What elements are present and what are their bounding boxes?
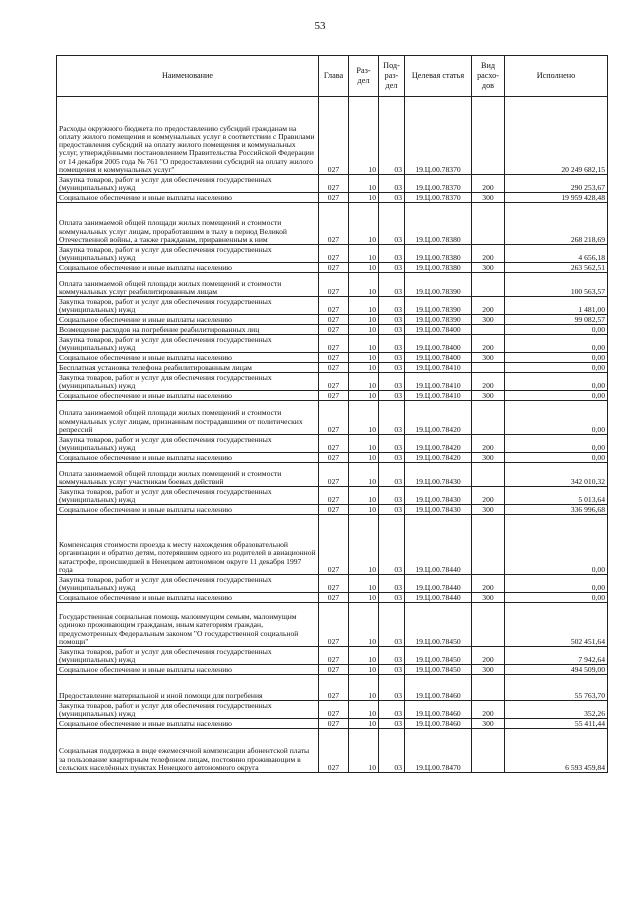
cell-executed: 100 563,57 <box>505 273 608 297</box>
cell-vid: 300 <box>472 505 505 515</box>
cell-name: Предоставление материальной и иной помощи для погребения <box>57 675 319 701</box>
cell-razdel: 10 <box>349 701 379 719</box>
cell-vid <box>472 729 505 773</box>
cell-target: 19.Ц.00.78450 <box>405 603 472 647</box>
cell-razdel: 10 <box>349 297 379 315</box>
cell-vid <box>472 97 505 175</box>
cell-target: 19.Ц.00.78390 <box>405 297 472 315</box>
table-row <box>57 373 608 391</box>
cell-target: 19.Ц.00.78390 <box>405 315 472 325</box>
cell-glava: 027 <box>319 363 349 373</box>
table-row <box>57 401 608 435</box>
cell-glava: 027 <box>319 487 349 505</box>
cell-razdel: 10 <box>349 575 379 593</box>
cell-glava: 027 <box>319 603 349 647</box>
table-row <box>57 487 608 505</box>
cell-executed: 0,00 <box>505 435 608 453</box>
cell-razdel: 10 <box>349 487 379 505</box>
cell-name: Социальное обеспечение и иные выплаты населению <box>57 453 319 463</box>
cell-executed: 7 942,64 <box>505 647 608 665</box>
cell-target: 19.Ц.00.78370 <box>405 97 472 175</box>
cell-razdel: 10 <box>349 675 379 701</box>
cell-podrazdel: 03 <box>379 245 405 263</box>
cell-glava: 027 <box>319 593 349 603</box>
cell-podrazdel: 03 <box>379 203 405 245</box>
cell-glava: 027 <box>319 391 349 401</box>
cell-name: Расходы окружного бюджета по предоставлению субсидий гражданам на оплату жилого помещения и коммунальных услуг в соответствии с Правилами предоставления субсидий на оплату жилого помещения и коммунальных услуг, утверждёнными постановлением Правительства Российской Федерации от 14 декабря 2005 года № 761 "О предоставлении субсидий на оплату жилого помещения и коммунальных услуг" <box>57 97 319 175</box>
cell-podrazdel: 03 <box>379 315 405 325</box>
cell-executed: 0,00 <box>505 593 608 603</box>
cell-target: 19.Ц.00.78420 <box>405 453 472 463</box>
cell-razdel: 10 <box>349 373 379 391</box>
cell-name: Оплата занимаемой общей площади жилых помещений и стоимости коммунальных услуг участникам боевых действий <box>57 463 319 487</box>
cell-name: Социальное обеспечение и иные выплаты населению <box>57 315 319 325</box>
table-row <box>57 97 608 175</box>
cell-executed: 342 010,32 <box>505 463 608 487</box>
cell-glava: 027 <box>319 505 349 515</box>
cell-vid <box>472 463 505 487</box>
cell-name: Закупка товаров, работ и услуг для обеспечения государственных (муниципальных) нужд <box>57 575 319 593</box>
cell-podrazdel: 03 <box>379 575 405 593</box>
cell-glava: 027 <box>319 245 349 263</box>
table-row <box>57 315 608 325</box>
cell-executed: 0,00 <box>505 515 608 575</box>
cell-executed: 0,00 <box>505 575 608 593</box>
cell-razdel: 10 <box>349 719 379 729</box>
cell-glava: 027 <box>319 297 349 315</box>
cell-executed: 99 082,57 <box>505 315 608 325</box>
header-name: Наименование <box>57 56 319 97</box>
cell-executed: 55 763,70 <box>505 675 608 701</box>
cell-name: Закупка товаров, работ и услуг для обеспечения государственных (муниципальных) нужд <box>57 297 319 315</box>
cell-name: Оплата занимаемой общей площади жилых помещений и стоимости коммунальных услуг реабилитированным лицам <box>57 273 319 297</box>
header-podrazdel: Под- раз- дел <box>379 56 405 97</box>
cell-target: 19.Ц.00.78420 <box>405 401 472 435</box>
table-row <box>57 647 608 665</box>
cell-target: 19.Ц.00.78470 <box>405 729 472 773</box>
cell-executed: 352,26 <box>505 701 608 719</box>
cell-target: 19.Ц.00.78460 <box>405 719 472 729</box>
cell-glava: 027 <box>319 325 349 335</box>
table-row <box>57 203 608 245</box>
cell-podrazdel: 03 <box>379 273 405 297</box>
cell-vid: 300 <box>472 391 505 401</box>
cell-glava: 027 <box>319 97 349 175</box>
cell-glava: 027 <box>319 203 349 245</box>
cell-razdel: 10 <box>349 273 379 297</box>
cell-vid <box>472 203 505 245</box>
cell-razdel: 10 <box>349 593 379 603</box>
cell-glava: 027 <box>319 335 349 353</box>
table-row <box>57 675 608 701</box>
cell-podrazdel: 03 <box>379 729 405 773</box>
cell-name: Социальное обеспечение и иные выплаты населению <box>57 665 319 675</box>
cell-glava: 027 <box>319 575 349 593</box>
cell-target: 19.Ц.00.78440 <box>405 575 472 593</box>
cell-name: Социальное обеспечение и иные выплаты населению <box>57 505 319 515</box>
cell-vid: 300 <box>472 719 505 729</box>
header-executed: Исполнено <box>505 56 608 97</box>
table-row <box>57 575 608 593</box>
cell-razdel: 10 <box>349 391 379 401</box>
table-row <box>57 515 608 575</box>
cell-vid <box>472 401 505 435</box>
cell-razdel: 10 <box>349 325 379 335</box>
cell-vid <box>472 273 505 297</box>
cell-razdel: 10 <box>349 453 379 463</box>
cell-executed: 0,00 <box>505 353 608 363</box>
cell-vid: 200 <box>472 701 505 719</box>
cell-podrazdel: 03 <box>379 665 405 675</box>
cell-glava: 027 <box>319 435 349 453</box>
cell-executed: 19 959 428,48 <box>505 193 608 203</box>
cell-glava: 027 <box>319 665 349 675</box>
cell-executed: 0,00 <box>505 363 608 373</box>
cell-name: Бесплатная установка телефона реабилитированным лицам <box>57 363 319 373</box>
cell-podrazdel: 03 <box>379 487 405 505</box>
cell-name: Закупка товаров, работ и услуг для обеспечения государственных (муниципальных) нужд <box>57 175 319 193</box>
cell-podrazdel: 03 <box>379 391 405 401</box>
cell-executed: 290 253,67 <box>505 175 608 193</box>
header-glava: Глава <box>319 56 349 97</box>
page-number: 53 <box>314 20 326 32</box>
table-header-row <box>57 56 608 97</box>
cell-podrazdel: 03 <box>379 453 405 463</box>
cell-razdel: 10 <box>349 175 379 193</box>
table-row <box>57 245 608 263</box>
cell-glava: 027 <box>319 701 349 719</box>
cell-name: Закупка товаров, работ и услуг для обеспечения государственных (муниципальных) нужд <box>57 435 319 453</box>
cell-target: 19.Ц.00.78380 <box>405 203 472 245</box>
cell-vid: 200 <box>472 435 505 453</box>
cell-name: Социальная поддержка в виде ежемесячной компенсации абонентской платы за пользование квартирным телефоном лицам, постоянно проживающим в сельских населённых пунктах Ненецкого автономного округа <box>57 729 319 773</box>
cell-vid: 200 <box>472 373 505 391</box>
cell-name: Социальное обеспечение и иные выплаты населению <box>57 353 319 363</box>
cell-name: Закупка товаров, работ и услуг для обеспечения государственных (муниципальных) нужд <box>57 647 319 665</box>
cell-razdel: 10 <box>349 203 379 245</box>
cell-podrazdel: 03 <box>379 263 405 273</box>
table-row <box>57 435 608 453</box>
cell-target: 19.Ц.00.78400 <box>405 335 472 353</box>
cell-razdel: 10 <box>349 363 379 373</box>
cell-podrazdel: 03 <box>379 97 405 175</box>
cell-executed: 494 509,00 <box>505 665 608 675</box>
cell-target: 19.Ц.00.78450 <box>405 647 472 665</box>
cell-podrazdel: 03 <box>379 701 405 719</box>
cell-podrazdel: 03 <box>379 603 405 647</box>
cell-vid: 300 <box>472 263 505 273</box>
cell-target: 19.Ц.00.78460 <box>405 675 472 701</box>
table-row <box>57 603 608 647</box>
cell-name: Социальное обеспечение и иные выплаты населению <box>57 593 319 603</box>
cell-razdel: 10 <box>349 193 379 203</box>
cell-vid: 200 <box>472 487 505 505</box>
cell-glava: 027 <box>319 515 349 575</box>
cell-executed: 55 411,44 <box>505 719 608 729</box>
cell-target: 19.Ц.00.78430 <box>405 487 472 505</box>
cell-razdel: 10 <box>349 729 379 773</box>
cell-name: Государственная социальная помощь малоимущим семьям, малоимущим одиноко проживающим гражданам, иным категориям граждан, предусмотренных Федеральным законом "О государственной социальной помощи" <box>57 603 319 647</box>
cell-vid: 200 <box>472 647 505 665</box>
cell-vid: 200 <box>472 297 505 315</box>
cell-razdel: 10 <box>349 647 379 665</box>
cell-razdel: 10 <box>349 603 379 647</box>
budget-execution-table <box>56 55 608 773</box>
cell-executed: 263 562,51 <box>505 263 608 273</box>
cell-vid: 200 <box>472 575 505 593</box>
cell-executed: 336 996,68 <box>505 505 608 515</box>
cell-vid: 300 <box>472 353 505 363</box>
cell-vid: 300 <box>472 593 505 603</box>
cell-vid: 300 <box>472 193 505 203</box>
cell-podrazdel: 03 <box>379 297 405 315</box>
table-row <box>57 193 608 203</box>
cell-razdel: 10 <box>349 505 379 515</box>
cell-razdel: 10 <box>349 665 379 675</box>
cell-target: 19.Ц.00.78400 <box>405 325 472 335</box>
cell-razdel: 10 <box>349 353 379 363</box>
cell-target: 19.Ц.00.78410 <box>405 363 472 373</box>
cell-glava: 027 <box>319 463 349 487</box>
cell-target: 19.Ц.00.78410 <box>405 391 472 401</box>
table-row <box>57 463 608 487</box>
cell-name: Социальное обеспечение и иные выплаты населению <box>57 391 319 401</box>
cell-executed: 0,00 <box>505 335 608 353</box>
cell-executed: 5 013,64 <box>505 487 608 505</box>
cell-vid <box>472 363 505 373</box>
cell-glava: 027 <box>319 175 349 193</box>
cell-glava: 027 <box>319 401 349 435</box>
cell-name: Социальное обеспечение и иные выплаты населению <box>57 263 319 273</box>
cell-target: 19.Ц.00.78440 <box>405 515 472 575</box>
cell-podrazdel: 03 <box>379 193 405 203</box>
cell-executed: 0,00 <box>505 453 608 463</box>
cell-target: 19.Ц.00.78370 <box>405 175 472 193</box>
table-row <box>57 325 608 335</box>
table-row <box>57 505 608 515</box>
cell-razdel: 10 <box>349 435 379 453</box>
cell-name: Социальное обеспечение и иные выплаты населению <box>57 193 319 203</box>
cell-name: Закупка товаров, работ и услуг для обеспечения государственных (муниципальных) нужд <box>57 245 319 263</box>
cell-executed: 0,00 <box>505 391 608 401</box>
table-row <box>57 391 608 401</box>
cell-podrazdel: 03 <box>379 463 405 487</box>
cell-name: Оплата занимаемой общей площади жилых помещений и стоимости коммунальных услуг лицам, признанным пострадавшими от политических репрессий <box>57 401 319 435</box>
cell-razdel: 10 <box>349 401 379 435</box>
cell-target: 19.Ц.00.78450 <box>405 665 472 675</box>
cell-target: 19.Ц.00.78400 <box>405 353 472 363</box>
cell-glava: 027 <box>319 647 349 665</box>
cell-glava: 027 <box>319 193 349 203</box>
cell-vid: 200 <box>472 335 505 353</box>
cell-podrazdel: 03 <box>379 505 405 515</box>
cell-razdel: 10 <box>349 97 379 175</box>
cell-target: 19.Ц.00.78410 <box>405 373 472 391</box>
cell-podrazdel: 03 <box>379 325 405 335</box>
cell-razdel: 10 <box>349 263 379 273</box>
header-vid: Вид расхо- дов <box>472 56 505 97</box>
cell-target: 19.Ц.00.78430 <box>405 463 472 487</box>
cell-vid: 300 <box>472 665 505 675</box>
table-row <box>57 273 608 297</box>
cell-vid: 300 <box>472 315 505 325</box>
table-row <box>57 263 608 273</box>
cell-executed: 6 593 459,84 <box>505 729 608 773</box>
cell-podrazdel: 03 <box>379 593 405 603</box>
cell-name: Оплата занимаемой общей площади жилых помещений и стоимости коммунальных услуг лицам, проработавшим в тылу в период Великой Отечественной войны, а также гражданам, приравненным к ним <box>57 203 319 245</box>
cell-podrazdel: 03 <box>379 675 405 701</box>
cell-target: 19.Ц.00.78430 <box>405 505 472 515</box>
cell-vid <box>472 325 505 335</box>
cell-vid: 200 <box>472 245 505 263</box>
cell-glava: 027 <box>319 273 349 297</box>
cell-target: 19.Ц.00.78380 <box>405 263 472 273</box>
cell-glava: 027 <box>319 675 349 701</box>
cell-razdel: 10 <box>349 245 379 263</box>
cell-vid: 300 <box>472 453 505 463</box>
cell-razdel: 10 <box>349 315 379 325</box>
cell-executed: 20 249 682,15 <box>505 97 608 175</box>
cell-vid <box>472 675 505 701</box>
cell-name: Закупка товаров, работ и услуг для обеспечения государственных (муниципальных) нужд <box>57 335 319 353</box>
cell-executed: 0,00 <box>505 325 608 335</box>
table-row <box>57 593 608 603</box>
table-row <box>57 719 608 729</box>
table-row <box>57 701 608 719</box>
table-row <box>57 665 608 675</box>
header-razdel: Раз- дел <box>349 56 379 97</box>
cell-podrazdel: 03 <box>379 515 405 575</box>
table-row <box>57 453 608 463</box>
cell-name: Закупка товаров, работ и услуг для обеспечения государственных (муниципальных) нужд <box>57 373 319 391</box>
cell-razdel: 10 <box>349 335 379 353</box>
cell-podrazdel: 03 <box>379 647 405 665</box>
table-row <box>57 729 608 773</box>
table-row <box>57 175 608 193</box>
cell-target: 19.Ц.00.78380 <box>405 245 472 263</box>
cell-name: Закупка товаров, работ и услуг для обеспечения государственных (муниципальных) нужд <box>57 701 319 719</box>
cell-vid <box>472 603 505 647</box>
cell-glava: 027 <box>319 353 349 363</box>
cell-podrazdel: 03 <box>379 435 405 453</box>
cell-executed: 0,00 <box>505 401 608 435</box>
table-row <box>57 297 608 315</box>
cell-name: Возмещение расходов на погребение реабилитированных лиц <box>57 325 319 335</box>
cell-executed: 268 218,69 <box>505 203 608 245</box>
cell-target: 19.Ц.00.78420 <box>405 435 472 453</box>
cell-target: 19.Ц.00.78440 <box>405 593 472 603</box>
cell-glava: 027 <box>319 729 349 773</box>
header-target: Целевая статья <box>405 56 472 97</box>
cell-razdel: 10 <box>349 515 379 575</box>
cell-name: Компенсация стоимости проезда к месту нахождения образовательной организации и обратно детям, потерявшим одного из родителей в авиационной катастрофе, происшедшей в Ненецком автономном округе 11 декабря 1997 года <box>57 515 319 575</box>
cell-target: 19.Ц.00.78460 <box>405 701 472 719</box>
cell-razdel: 10 <box>349 463 379 487</box>
table-row <box>57 353 608 363</box>
cell-target: 19.Ц.00.78390 <box>405 273 472 297</box>
cell-glava: 027 <box>319 719 349 729</box>
cell-executed: 502 451,64 <box>505 603 608 647</box>
cell-glava: 027 <box>319 453 349 463</box>
cell-glava: 027 <box>319 373 349 391</box>
cell-glava: 027 <box>319 315 349 325</box>
table-row <box>57 363 608 373</box>
cell-podrazdel: 03 <box>379 353 405 363</box>
cell-glava: 027 <box>319 263 349 273</box>
cell-podrazdel: 03 <box>379 373 405 391</box>
cell-executed: 1 481,00 <box>505 297 608 315</box>
cell-podrazdel: 03 <box>379 719 405 729</box>
cell-executed: 4 656,18 <box>505 245 608 263</box>
cell-name: Социальное обеспечение и иные выплаты населению <box>57 719 319 729</box>
cell-vid <box>472 515 505 575</box>
cell-podrazdel: 03 <box>379 401 405 435</box>
cell-target: 19.Ц.00.78370 <box>405 193 472 203</box>
cell-podrazdel: 03 <box>379 363 405 373</box>
table-row <box>57 335 608 353</box>
cell-vid: 200 <box>472 175 505 193</box>
cell-podrazdel: 03 <box>379 335 405 353</box>
cell-podrazdel: 03 <box>379 175 405 193</box>
cell-name: Закупка товаров, работ и услуг для обеспечения государственных (муниципальных) нужд <box>57 487 319 505</box>
cell-executed: 0,00 <box>505 373 608 391</box>
